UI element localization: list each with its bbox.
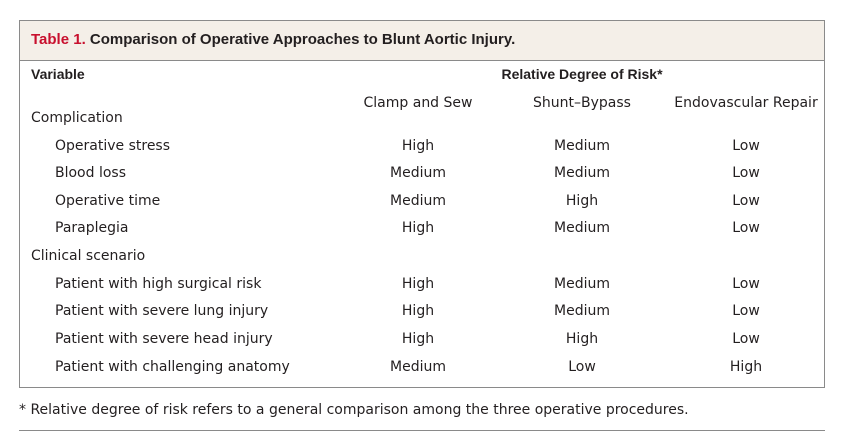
- cell-endovascular-repair: Low: [732, 331, 760, 347]
- cell-clamp-and-sew: High: [401, 220, 435, 236]
- table-footnote: * Relative degree of risk refers to a general comparison among the three operative procedures.: [19, 402, 689, 418]
- row-label: Paraplegia: [55, 220, 129, 236]
- column-header-clamp-and-sew: Clamp and Sew: [363, 95, 473, 111]
- cell-shunt-bypass: Medium: [554, 165, 610, 181]
- cell-clamp-and-sew: Medium: [390, 165, 446, 181]
- cell-endovascular-repair: Low: [732, 165, 760, 181]
- cell-shunt-bypass: Medium: [554, 138, 610, 154]
- bottom-rule: [19, 430, 825, 431]
- cell-endovascular-repair: Low: [732, 138, 760, 154]
- cell-endovascular-repair: Low: [732, 303, 760, 319]
- cell-shunt-bypass: Medium: [554, 220, 610, 236]
- table-title-text: Comparison of Operative Approaches to Blunt Aortic Injury.: [89, 31, 516, 48]
- row-label: Patient with severe lung injury: [55, 303, 269, 319]
- cell-clamp-and-sew: Medium: [390, 359, 446, 375]
- cell-shunt-bypass: High: [565, 193, 599, 209]
- cell-clamp-and-sew: High: [401, 276, 435, 292]
- column-header-endovascular-repair: Endovascular Repair: [674, 95, 818, 111]
- cell-endovascular-repair: High: [729, 359, 763, 375]
- cell-shunt-bypass: High: [565, 331, 599, 347]
- cell-endovascular-repair: Low: [732, 220, 760, 236]
- row-label: Patient with high surgical risk: [55, 276, 262, 292]
- risk-group-header: Relative Degree of Risk*: [501, 66, 663, 82]
- table-title-bar: [20, 21, 824, 61]
- cell-clamp-and-sew: High: [401, 331, 435, 347]
- cell-shunt-bypass: Medium: [554, 303, 610, 319]
- variable-header: Variable: [31, 66, 85, 82]
- row-label: Patient with severe head injury: [55, 331, 273, 347]
- cell-clamp-and-sew: High: [401, 138, 435, 154]
- cell-clamp-and-sew: Medium: [390, 193, 446, 209]
- table-title: [31, 31, 515, 48]
- row-label: Patient with challenging anatomy: [55, 359, 290, 375]
- cell-shunt-bypass: Medium: [554, 276, 610, 292]
- row-label: Blood loss: [55, 165, 127, 181]
- row-label: Operative stress: [55, 138, 171, 154]
- row-label: Operative time: [55, 193, 161, 209]
- section-heading-complication: Complication: [31, 110, 123, 126]
- column-header-shunt-bypass: Shunt–Bypass: [533, 95, 631, 111]
- cell-shunt-bypass: Low: [568, 359, 596, 375]
- cell-endovascular-repair: Low: [732, 193, 760, 209]
- section-heading-clinical-scenario: Clinical scenario: [31, 248, 146, 264]
- cell-clamp-and-sew: High: [401, 303, 435, 319]
- table-label: Table 1.: [31, 31, 86, 48]
- cell-endovascular-repair: Low: [732, 276, 760, 292]
